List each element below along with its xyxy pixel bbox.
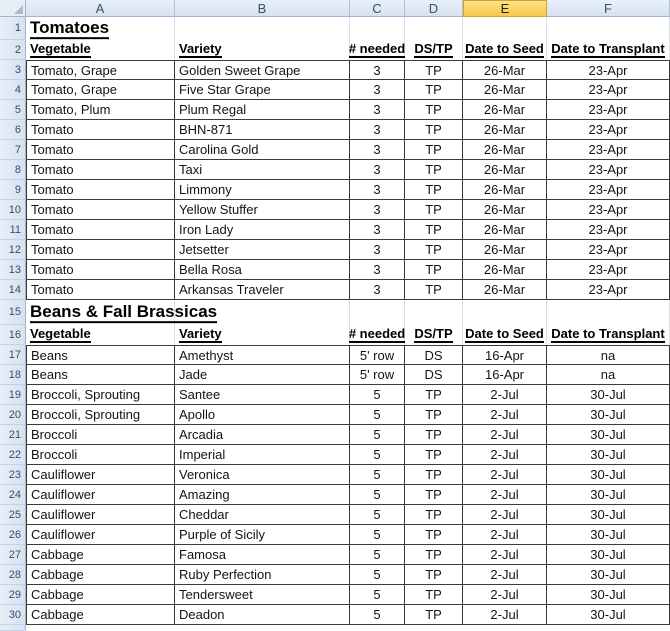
cell-D4[interactable]: TP: [405, 80, 463, 100]
cell-A9[interactable]: Tomato: [26, 180, 175, 200]
spreadsheet-row-11: [0, 220, 670, 240]
cell-D9[interactable]: TP: [405, 180, 463, 200]
row-header-13[interactable]: 13: [0, 260, 26, 280]
cell-F24[interactable]: 30-Jul: [547, 485, 670, 505]
cell-B7[interactable]: Carolina Gold: [175, 140, 350, 160]
column-header-B[interactable]: B: [175, 0, 350, 17]
cell-D8[interactable]: TP: [405, 160, 463, 180]
spreadsheet-row-1: [0, 17, 670, 40]
cell-D10[interactable]: TP: [405, 200, 463, 220]
row-header-4[interactable]: 4: [0, 80, 26, 100]
cell-A18[interactable]: Beans: [26, 365, 175, 385]
cell-D13[interactable]: TP: [405, 260, 463, 280]
cell-C10[interactable]: 3: [350, 200, 405, 220]
cell-E25[interactable]: 2-Jul: [463, 505, 547, 525]
spreadsheet-row-30: [0, 605, 670, 625]
cell-D23[interactable]: TP: [405, 465, 463, 485]
cell-B1[interactable]: [175, 17, 350, 40]
cell-A6[interactable]: Tomato: [26, 120, 175, 140]
cell-B23[interactable]: Veronica: [175, 465, 350, 485]
column-caption-text: Vegetable: [30, 42, 91, 59]
cell-F30[interactable]: 30-Jul: [547, 605, 670, 625]
cell-F18[interactable]: na: [547, 365, 670, 385]
spreadsheet-row-6: [0, 120, 670, 140]
cell-B12[interactable]: Jetsetter: [175, 240, 350, 260]
clipped-row-sliver: [0, 625, 670, 631]
cell-F11[interactable]: 23-Apr: [547, 220, 670, 240]
cell-E7[interactable]: 26-Mar: [463, 140, 547, 160]
cell-F23[interactable]: 30-Jul: [547, 465, 670, 485]
spreadsheet-row-14: [0, 280, 670, 300]
cell-E16[interactable]: [463, 325, 547, 345]
cell-D18[interactable]: DS: [405, 365, 463, 385]
spreadsheet-row-25: [0, 505, 670, 525]
row-header-19[interactable]: 19: [0, 385, 26, 405]
cell-A29[interactable]: Cabbage: [26, 585, 175, 605]
row-header-2[interactable]: 2: [0, 40, 26, 60]
spreadsheet-row-12: [0, 240, 670, 260]
cell-A24[interactable]: Cauliflower: [26, 485, 175, 505]
row-header-28[interactable]: 28: [0, 565, 26, 585]
row-header-16[interactable]: 16: [0, 325, 26, 345]
cell-E18[interactable]: 16-Apr: [463, 365, 547, 385]
cell-F26[interactable]: 30-Jul: [547, 525, 670, 545]
row-header-20[interactable]: 20: [0, 405, 26, 425]
cell-C29[interactable]: 5: [350, 585, 405, 605]
spreadsheet-row-23: [0, 465, 670, 485]
spreadsheet-row-10: [0, 200, 670, 220]
cell-A13[interactable]: Tomato: [26, 260, 175, 280]
section-title: [30, 18, 109, 40]
cell-B22[interactable]: Imperial: [175, 445, 350, 465]
cell-D17[interactable]: DS: [405, 345, 463, 365]
cell-E13[interactable]: 26-Mar: [463, 260, 547, 280]
cell-B18[interactable]: Jade: [175, 365, 350, 385]
cell-F15[interactable]: [547, 300, 670, 325]
cell-D2[interactable]: [405, 40, 463, 60]
cell-E27[interactable]: 2-Jul: [463, 545, 547, 565]
cell-A19[interactable]: Broccoli, Sprouting: [26, 385, 175, 405]
cell-B26[interactable]: Purple of Sicily: [175, 525, 350, 545]
row-header-14[interactable]: 14: [0, 280, 26, 300]
cell-A26[interactable]: Cauliflower: [26, 525, 175, 545]
cell-A28[interactable]: Cabbage: [26, 565, 175, 585]
cell-A5[interactable]: Tomato, Plum: [26, 100, 175, 120]
column-caption-text: Variety: [179, 327, 222, 344]
section-title-row: [26, 300, 670, 325]
cell-C15[interactable]: [350, 300, 405, 325]
cell-F8[interactable]: 23-Apr: [547, 160, 670, 180]
row-header-15[interactable]: 15: [0, 300, 26, 325]
cell-F12[interactable]: 23-Apr: [547, 240, 670, 260]
row-header-10[interactable]: 10: [0, 200, 26, 220]
row-header-29[interactable]: 29: [0, 585, 26, 605]
column-caption-text: Date to Transplant: [551, 327, 664, 344]
cell-B4[interactable]: Five Star Grape: [175, 80, 350, 100]
cell-C22[interactable]: 5: [350, 445, 405, 465]
spreadsheet-row-5: [0, 100, 670, 120]
cell-D19[interactable]: TP: [405, 385, 463, 405]
cell-F16[interactable]: [547, 325, 670, 345]
spreadsheet-row-8: [0, 160, 670, 180]
cell-C19[interactable]: 5: [350, 385, 405, 405]
cell-F5[interactable]: 23-Apr: [547, 100, 670, 120]
cell-A7[interactable]: Tomato: [26, 140, 175, 160]
cell-C6[interactable]: 3: [350, 120, 405, 140]
cell-C30[interactable]: 5: [350, 605, 405, 625]
cell-E30[interactable]: 2-Jul: [463, 605, 547, 625]
spreadsheet-row-24: [0, 485, 670, 505]
cell-A27[interactable]: Cabbage: [26, 545, 175, 565]
cell-D12[interactable]: TP: [405, 240, 463, 260]
cell-E19[interactable]: 2-Jul: [463, 385, 547, 405]
spreadsheet-row-16: [0, 325, 670, 345]
cell-E20[interactable]: 2-Jul: [463, 405, 547, 425]
row-header-31[interactable]: [0, 625, 26, 631]
cell-B8[interactable]: Taxi: [175, 160, 350, 180]
cell-E21[interactable]: 2-Jul: [463, 425, 547, 445]
column-header-row: [0, 0, 670, 17]
row-header-27[interactable]: 27: [0, 545, 26, 565]
section-title-text: Tomatoes: [30, 19, 109, 40]
section-title-text: Beans & Fall Brassicas: [30, 303, 217, 324]
cell-C18[interactable]: 5' row: [350, 365, 405, 385]
cell-E29[interactable]: 2-Jul: [463, 585, 547, 605]
cell-F9[interactable]: 23-Apr: [547, 180, 670, 200]
row-header-21[interactable]: 21: [0, 425, 26, 445]
cell-F20[interactable]: 30-Jul: [547, 405, 670, 425]
row-header-7[interactable]: 7: [0, 140, 26, 160]
cell-D30[interactable]: TP: [405, 605, 463, 625]
cell-C4[interactable]: 3: [350, 80, 405, 100]
row-header-22[interactable]: 22: [0, 445, 26, 465]
column-caption-text: Vegetable: [30, 327, 91, 344]
row-header-18[interactable]: 18: [0, 365, 26, 385]
column-caption-text: DS/TP: [414, 327, 452, 344]
cell-E10[interactable]: 26-Mar: [463, 200, 547, 220]
section-title: [30, 302, 217, 324]
cell-A21[interactable]: Broccoli: [26, 425, 175, 445]
cell-D20[interactable]: TP: [405, 405, 463, 425]
cell-D21[interactable]: TP: [405, 425, 463, 445]
column-header-E[interactable]: E: [463, 0, 547, 17]
cell-D15[interactable]: [405, 300, 463, 325]
cell-A12[interactable]: Tomato: [26, 240, 175, 260]
cell-F10[interactable]: 23-Apr: [547, 200, 670, 220]
row-header-8[interactable]: 8: [0, 160, 26, 180]
cell-B13[interactable]: Bella Rosa: [175, 260, 350, 280]
cell-B29[interactable]: Tendersweet: [175, 585, 350, 605]
column-caption-text: Date to Seed: [465, 42, 544, 59]
cell-F17[interactable]: na: [547, 345, 670, 365]
cell-B16[interactable]: [175, 325, 350, 345]
cell-B25[interactable]: Cheddar: [175, 505, 350, 525]
spreadsheet-row-22: [0, 445, 670, 465]
spreadsheet-row-28: [0, 565, 670, 585]
cell-D5[interactable]: TP: [405, 100, 463, 120]
cell-C25[interactable]: 5: [350, 505, 405, 525]
cell-F29[interactable]: 30-Jul: [547, 585, 670, 605]
cell-B28[interactable]: Ruby Perfection: [175, 565, 350, 585]
cell-A4[interactable]: Tomato, Grape: [26, 80, 175, 100]
cell-F4[interactable]: 23-Apr: [547, 80, 670, 100]
cell-F27[interactable]: 30-Jul: [547, 545, 670, 565]
cell-F7[interactable]: 23-Apr: [547, 140, 670, 160]
cell-A22[interactable]: Broccoli: [26, 445, 175, 465]
column-caption-text: # needed: [349, 327, 405, 344]
cell-B11[interactable]: Iron Lady: [175, 220, 350, 240]
cell-F3[interactable]: 23-Apr: [547, 60, 670, 80]
column-header-D[interactable]: D: [405, 0, 463, 17]
cell-C16[interactable]: [350, 325, 405, 345]
spreadsheet-row-3: [0, 60, 670, 80]
spreadsheet-row-26: [0, 525, 670, 545]
row-header-26[interactable]: 26: [0, 525, 26, 545]
cell-C11[interactable]: 3: [350, 220, 405, 240]
cell-C7[interactable]: 3: [350, 140, 405, 160]
cell-E11[interactable]: 26-Mar: [463, 220, 547, 240]
spreadsheet-row-21: [0, 425, 670, 445]
row-header-11[interactable]: 11: [0, 220, 26, 240]
cell-D29[interactable]: TP: [405, 585, 463, 605]
spreadsheet-row-20: [0, 405, 670, 425]
cell-C5[interactable]: 3: [350, 100, 405, 120]
cell-F22[interactable]: 30-Jul: [547, 445, 670, 465]
spreadsheet-row-7: [0, 140, 670, 160]
row-header-24[interactable]: 24: [0, 485, 26, 505]
cell-B9[interactable]: Limmony: [175, 180, 350, 200]
cell-B10[interactable]: Yellow Stuffer: [175, 200, 350, 220]
cell-B21[interactable]: Arcadia: [175, 425, 350, 445]
row-header-1[interactable]: 1: [0, 17, 26, 40]
spreadsheet-row-18: [0, 365, 670, 385]
section-title-row: [26, 17, 670, 40]
row-header-30[interactable]: 30: [0, 605, 26, 625]
cell-F6[interactable]: 23-Apr: [547, 120, 670, 140]
cell-E24[interactable]: 2-Jul: [463, 485, 547, 505]
cell-A17[interactable]: Beans: [26, 345, 175, 365]
row-header-3[interactable]: 3: [0, 60, 26, 80]
cell-D27[interactable]: TP: [405, 545, 463, 565]
cell-B14[interactable]: Arkansas Traveler: [175, 280, 350, 300]
cell-A8[interactable]: Tomato: [26, 160, 175, 180]
cell-F28[interactable]: 30-Jul: [547, 565, 670, 585]
cell-D26[interactable]: TP: [405, 525, 463, 545]
cell-F21[interactable]: 30-Jul: [547, 425, 670, 445]
cell-D22[interactable]: TP: [405, 445, 463, 465]
spreadsheet-row-29: [0, 585, 670, 605]
cell-D6[interactable]: TP: [405, 120, 463, 140]
column-caption-text: # needed: [349, 42, 405, 59]
cell-E14[interactable]: 26-Mar: [463, 280, 547, 300]
cell-F13[interactable]: 23-Apr: [547, 260, 670, 280]
cell-B5[interactable]: Plum Regal: [175, 100, 350, 120]
cell-D14[interactable]: TP: [405, 280, 463, 300]
spreadsheet-row-4: [0, 80, 670, 100]
cell-E4[interactable]: 26-Mar: [463, 80, 547, 100]
cell-E3[interactable]: 26-Mar: [463, 60, 547, 80]
cell-C26[interactable]: 5: [350, 525, 405, 545]
cell-B2[interactable]: [175, 40, 350, 60]
select-all-triangle-icon: [14, 5, 23, 14]
cell-C21[interactable]: 5: [350, 425, 405, 445]
cell-B3[interactable]: Golden Sweet Grape: [175, 60, 350, 80]
cell-C23[interactable]: 5: [350, 465, 405, 485]
cell-C13[interactable]: 3: [350, 260, 405, 280]
cell-D7[interactable]: TP: [405, 140, 463, 160]
spreadsheet-row-17: [0, 345, 670, 365]
cell-D28[interactable]: TP: [405, 565, 463, 585]
cell-A14[interactable]: Tomato: [26, 280, 175, 300]
cell-A3[interactable]: Tomato, Grape: [26, 60, 175, 80]
row-header-5[interactable]: 5: [0, 100, 26, 120]
cell-A11[interactable]: Tomato: [26, 220, 175, 240]
cell-C28[interactable]: 5: [350, 565, 405, 585]
column-header-A[interactable]: A: [26, 0, 175, 17]
cell-E2[interactable]: [463, 40, 547, 60]
cell-C3[interactable]: 3: [350, 60, 405, 80]
cell-F1[interactable]: [547, 17, 670, 40]
spreadsheet-row-2: [0, 40, 670, 60]
column-caption-text: DS/TP: [414, 42, 452, 59]
row-header-12[interactable]: 12: [0, 240, 26, 260]
row-header-25[interactable]: 25: [0, 505, 26, 525]
cell-C9[interactable]: 3: [350, 180, 405, 200]
cell-E6[interactable]: 26-Mar: [463, 120, 547, 140]
column-header-F[interactable]: F: [547, 0, 670, 17]
cell-C12[interactable]: 3: [350, 240, 405, 260]
cell-A23[interactable]: Cauliflower: [26, 465, 175, 485]
cell-E22[interactable]: 2-Jul: [463, 445, 547, 465]
spreadsheet-row-27: [0, 545, 670, 565]
cell-B30[interactable]: Deadon: [175, 605, 350, 625]
spreadsheet-row-19: [0, 385, 670, 405]
cell-D1[interactable]: [405, 17, 463, 40]
spreadsheet-row-9: [0, 180, 670, 200]
select-all-button[interactable]: [0, 0, 26, 17]
column-header-C[interactable]: C: [350, 0, 405, 17]
cell-E17[interactable]: 16-Apr: [463, 345, 547, 365]
cell-B17[interactable]: Amethyst: [175, 345, 350, 365]
cell-E23[interactable]: 2-Jul: [463, 465, 547, 485]
row-header-9[interactable]: 9: [0, 180, 26, 200]
column-caption-text: Variety: [179, 42, 222, 59]
cell-C8[interactable]: 3: [350, 160, 405, 180]
cell-E15[interactable]: [463, 300, 547, 325]
cell-A10[interactable]: Tomato: [26, 200, 175, 220]
cell-F2[interactable]: [547, 40, 670, 60]
row-header-6[interactable]: 6: [0, 120, 26, 140]
cell-D11[interactable]: TP: [405, 220, 463, 240]
cell-C24[interactable]: 5: [350, 485, 405, 505]
cell-E8[interactable]: 26-Mar: [463, 160, 547, 180]
cell-B6[interactable]: BHN-871: [175, 120, 350, 140]
cell-A16[interactable]: [26, 325, 175, 345]
cell-A2[interactable]: [26, 40, 175, 60]
cell-C1[interactable]: [350, 17, 405, 40]
column-caption-text: Date to Transplant: [551, 42, 664, 59]
cell-B20[interactable]: Apollo: [175, 405, 350, 425]
cell-B19[interactable]: Santee: [175, 385, 350, 405]
cell-F25[interactable]: 30-Jul: [547, 505, 670, 525]
cell-A30[interactable]: Cabbage: [26, 605, 175, 625]
cell-D25[interactable]: TP: [405, 505, 463, 525]
spreadsheet-row-15: [0, 300, 670, 325]
cell-F19[interactable]: 30-Jul: [547, 385, 670, 405]
cell-E5[interactable]: 26-Mar: [463, 100, 547, 120]
cell-E26[interactable]: 2-Jul: [463, 525, 547, 545]
cell-D24[interactable]: TP: [405, 485, 463, 505]
cell-A25[interactable]: Cauliflower: [26, 505, 175, 525]
cell-E1[interactable]: [463, 17, 547, 40]
cell-B24[interactable]: Amazing: [175, 485, 350, 505]
cell-A20[interactable]: Broccoli, Sprouting: [26, 405, 175, 425]
cell-E9[interactable]: 26-Mar: [463, 180, 547, 200]
cell-F14[interactable]: 23-Apr: [547, 280, 670, 300]
cell-D16[interactable]: [405, 325, 463, 345]
row-header-17[interactable]: 17: [0, 345, 26, 365]
cell-E28[interactable]: 2-Jul: [463, 565, 547, 585]
cell-C17[interactable]: 5' row: [350, 345, 405, 365]
cell-E12[interactable]: 26-Mar: [463, 240, 547, 260]
cell-C2[interactable]: [350, 40, 405, 60]
column-caption-text: Date to Seed: [465, 327, 544, 344]
cell-C14[interactable]: 3: [350, 280, 405, 300]
cell-D3[interactable]: TP: [405, 60, 463, 80]
spreadsheet-row-13: [0, 260, 670, 280]
row-header-23[interactable]: 23: [0, 465, 26, 485]
cell-B27[interactable]: Famosa: [175, 545, 350, 565]
cell-C20[interactable]: 5: [350, 405, 405, 425]
cell-C27[interactable]: 5: [350, 545, 405, 565]
